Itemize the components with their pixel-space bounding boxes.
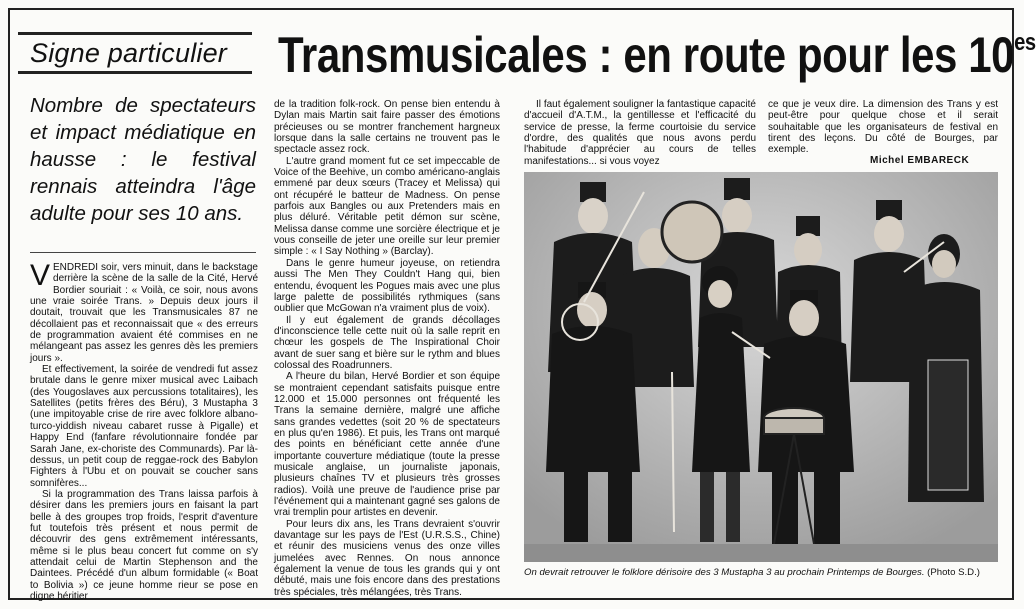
article-column-4: [768, 99, 998, 156]
paragraph: Dans le genre humeur joyeuse, on retiendra aussi The Men They Couldn't Hang qui, bien entendu, évoquent les Pogues mais avec une plus large palette de possibilités rythmiques (sans oublier que McGowan n'a vraiment plus de voix).: [274, 257, 500, 315]
paragraph: [30, 259, 258, 364]
article-deck: Nombre de spectateurs et impact médiatique en hausse : le festival rennais atteindra l'âge adulte pour ses 10 ans.: [30, 94, 256, 225]
photo-credit: (Photo S.D.): [927, 567, 980, 578]
band-photo: [524, 172, 998, 562]
photo-caption: [524, 567, 998, 578]
headline: [278, 26, 1036, 84]
paragraph: Et effectivement, la soirée de vendredi fut assez brutale dans le genre mixer musical avec Laibach (des Yougoslaves aux percussions totalitaires), les Satellites (petits frères des Béru), 3 Mustapha 3 (une impitoyable crise de rire avec folklore albano-turco-yiddish niveau cabaret russe à Pigalle) et Happy End (fanfare révolutionnaire fondée par Sarah Jane, ex-choriste des Communards). Par là-dessus, un petit coup de reggae-rock des Babylon Fighters à l'Ubu et on pouvait se coucher sans somnifères...: [30, 364, 258, 489]
article-column-2: [274, 99, 500, 598]
caption-text: On devrait retrouver le folklore dérisoire des 3 Mustapha 3 au prochain Printemps de Bourges.: [524, 567, 925, 578]
headline-superscript: es: [1014, 29, 1036, 56]
paragraph: Il faut également souligner la fantastique capacité d'accueil d'A.T.M., la gentillesse et l'efficacité du service de presse, la ferme courtoisie du service d'ordre, des qualités que nous avons perdu l'habitude d'apprécier au cours de telles manifestations... si vous voyez: [524, 99, 756, 167]
paragraph: Pour leurs dix ans, les Trans devraient s'ouvrir davantage sur les pays de l'Est (U.R.S.S., Chine) et réunir des musiciens venus des onze villes jumelées avec Rennes. On nous annonce également la venue de tous les grands qui y ont débuté, mais une fois encore dans des prestations très spéciales, très mélangées, très Trans.: [274, 518, 500, 598]
paragraph: Il y eut également de grands décollages d'inconscience telle cette nuit où la salle reprit en chœur les gospels de The Inspirational Choir avant de suer sang et bière sur le rythm and blues colossal des Roadrunners.: [274, 314, 500, 371]
article-column-1: [30, 259, 258, 602]
headline-main: Transmusicales : en route pour les 10: [278, 27, 1015, 83]
deck-divider: [30, 252, 256, 253]
paragraph: L'autre grand moment fut ce set impeccable de Voice of the Beehive, un combo américano-anglais emmené par deux sœurs (Tracey et Melissa) qui ont récupéré le batteur de Madness. On pense parfois aux Bangles ou aux Pretenders mais en plus déluré. Véritable petit démon sur scène, Melissa danse comme une sorcière électrique et je vous conseille de jeter une oreille sur leur premier simple : « I Say Nothing » (Barclay).: [274, 155, 500, 258]
author-signature: Michel EMBARECK: [870, 155, 970, 166]
band-photo-icon: [524, 172, 998, 562]
paragraph: Si la programmation des Trans laissa parfois à désirer dans les premiers jours en faisant la part belle à des groupes trop froids, l'esprit d'aventure fut toutefois très présent et nous permit de découvrir des gens extrêmement intéressants, même si le plus beau concert fut comme on s'y attendait celui de Martin Stephenson and the Daintees. Précédé d'un album formidable (« Boat to Bolivia ») ce jeune homme rieur se pose en digne héritier: [30, 488, 258, 602]
rubric-label: Signe particulier: [30, 38, 228, 68]
paragraph: ce que je veux dire. La dimension des Trans y est peut-être pour quelque chose et il serait souhaitable que les organisateurs de festival en tirent des leçons. Du côté de Bourges, par exemple.: [768, 99, 998, 156]
article-column-3: [524, 99, 756, 167]
paragraph: A l'heure du bilan, Hervé Bordier et son équipe se montraient cependant satisfaits puisque entre 12.000 et 15.000 personnes ont fréquenté les Trans la semaine dernière, malgré une affiche sans grandes vedettes (soit 20 % de spectateurs en plus qu'en 1986). Et puis, les Trans ont marqué des points en bénéficiant cette année d'une importante couverture médiatique (toute la presse musicale anglaise, un journaliste japonais, plusieurs chaînes TV et plusieurs très grosses radios). Voilà une preuve de l'audience prise par l'événement qui a maintenant gagné ses galons de vrai tremplin pour artistes en devenir.: [274, 371, 500, 519]
paragraph-text: ENDREDI soir, vers minuit, dans le backstage derrière la scène de la salle de la Cité, Hervé Bordier souriait : « Voilà, ce soir, nous avons une vraie soirée Trans. » Depuis deux jours il doutait, trouvait que les Transmusicales 87 ne décollaient pas et reconnaissait que « des erreurs de programmation avaient été commises en ne mélangeant pas assez les genres dès les premiers jours ».: [30, 262, 258, 364]
drop-cap: V: [30, 259, 51, 292]
paragraph: de la tradition folk-rock. On pense bien entendu à Dylan mais Martin sait faire passer des émotions précieuses ou se montrer franchement hargneux lorsque dans la salle certains ne trouvent pas le spectacle assez rock.: [274, 99, 500, 156]
